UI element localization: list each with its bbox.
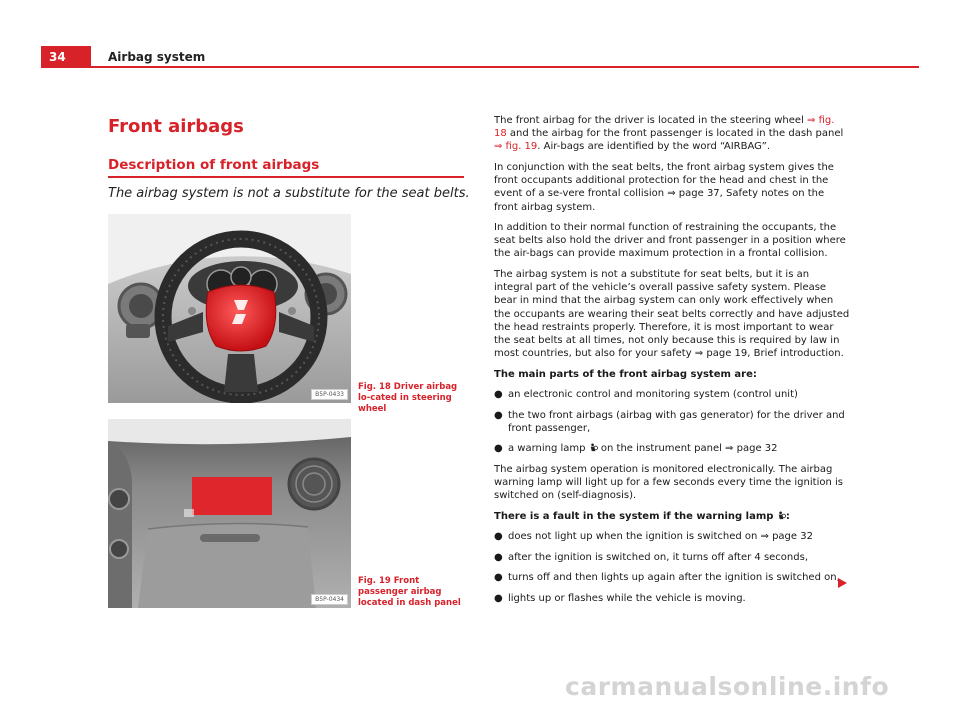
list-item: ● a warning lamp on the instrument panel ⇒ page 32 xyxy=(494,443,778,455)
figure-link[interactable]: ⇒ fig. 18 xyxy=(494,115,835,140)
paragraph: The front airbag for the driver is located in the steering wheel ⇒ fig. 18 and the airbag for the front passenger is located in the dash panel ⇒ fig. 19. Air-bags are identified by the word “AIRBAG”. xyxy=(494,115,844,153)
airbag-warning-lamp-icon xyxy=(777,511,786,520)
section-title: Airbag system xyxy=(108,50,206,64)
subheading-rule xyxy=(108,176,464,178)
header-rule xyxy=(91,66,919,68)
paragraph: In conjunction with the seat belts, the front airbag system gives the front occupants additional protection for the head and chest in the event of a se-vere frontal collision ⇒ page 37, Safety notes on the front airbag system. xyxy=(494,161,834,213)
figure-link[interactable]: ⇒ fig. 19 xyxy=(494,141,538,153)
body-text-column xyxy=(494,114,850,612)
list-item: ● an electronic control and monitoring system (control unit) xyxy=(494,389,798,401)
list-item: ● after the ignition is switched on, it turns off after 4 seconds, xyxy=(494,551,808,563)
airbag-warning-lamp-icon xyxy=(589,443,598,452)
list-item: ● turns off and then lights up again after the ignition is switched on, xyxy=(494,572,840,584)
dash-panel-illustration xyxy=(108,419,351,608)
subheading: Description of front airbags xyxy=(108,157,320,173)
figure-code: B5P-0433 xyxy=(311,389,348,400)
parts-heading: The main parts of the front airbag system are: xyxy=(494,368,757,380)
list-item: ● does not light up when the ignition is switched on ⇒ page 32 xyxy=(494,531,813,543)
fault-heading: There is a fault in the system if the warning lamp : xyxy=(494,510,790,522)
list-item: ● the two front airbags (airbag with gas generator) for the driver and front passenger, xyxy=(494,409,845,434)
lead-text: The airbag system is not a substitute for the seat belts. xyxy=(108,186,470,201)
figure-code: B5P-0434 xyxy=(311,594,348,605)
figure-caption: Fig. 19 Front passenger airbag located in dash panel xyxy=(358,576,461,608)
figure-driver-airbag xyxy=(108,214,351,403)
page-number: 34 xyxy=(41,46,91,68)
paragraph: The airbag system is not a substitute for seat belts, but it is an integral part of the vehicle’s overall passive safety system. Please bear in mind that the airbag system can only work effectively when the occupants are wearing their seat belts correctly and have adjusted the head restraints properly. Therefore, it is most important to wear the seat belts at all times, not only because this is required by law in most countries, but also for your safety ⇒ page 19, Brief introduction. xyxy=(494,268,850,360)
page-heading: Front airbags xyxy=(108,116,244,137)
continue-arrow-icon[interactable] xyxy=(838,578,847,588)
watermark: carmanualsonline.info xyxy=(565,672,890,701)
steering-wheel-illustration xyxy=(108,214,351,403)
list-item: ● lights up or flashes while the vehicle is moving. xyxy=(494,592,746,604)
paragraph: In addition to their normal function of restraining the occupants, the seat belts also hold the driver and front passenger in a position where the air-bags can provide maximum protection in a frontal collision. xyxy=(494,222,846,260)
figure-passenger-airbag xyxy=(108,419,351,608)
paragraph: The airbag system operation is monitored electronically. The airbag warning lamp will light up for a few seconds every time the ignition is switched on (self-diagnosis). xyxy=(494,463,843,502)
figure-caption: Fig. 18 Driver airbag lo-cated in steering wheel xyxy=(358,382,458,414)
